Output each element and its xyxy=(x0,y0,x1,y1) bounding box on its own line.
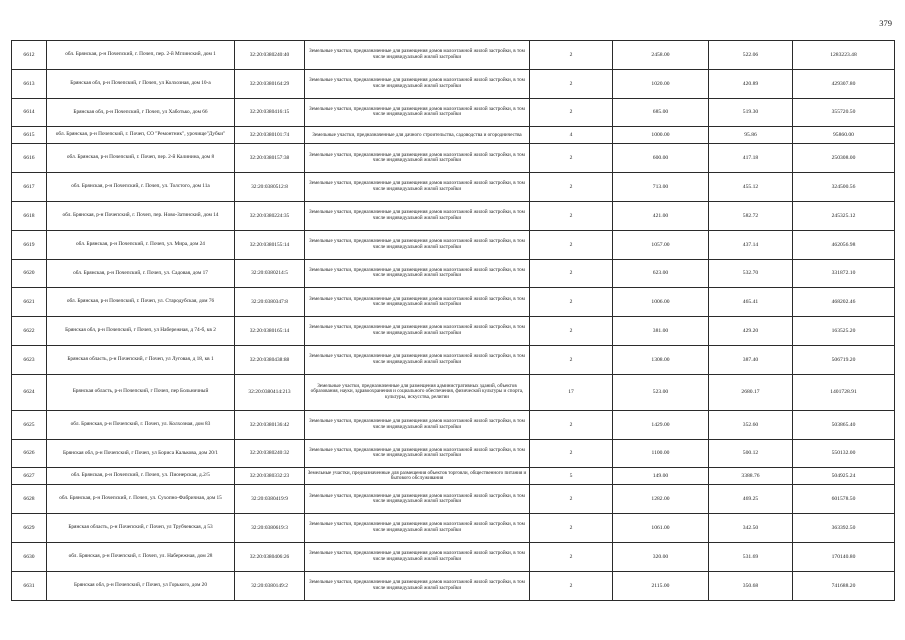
cadastral-value-cell: 462056.98 xyxy=(793,230,895,259)
table-row xyxy=(12,259,895,288)
address-cell: обл. Брянская, р-н Почепский, г. Почеп, ул. Садовая, дом 17 xyxy=(47,259,235,288)
area-cell: 1000.00 xyxy=(613,127,709,144)
table-row xyxy=(12,69,895,98)
area-cell: 600.00 xyxy=(613,144,709,173)
row-number: 6613 xyxy=(12,69,47,98)
cadastral-number-cell: 32:20:0380332:23 xyxy=(235,468,305,485)
specific-value-cell: 95.86 xyxy=(709,127,793,144)
land-use-cell: Земельные участки, предназначенные для размещения домов малоэтажной жилой застройки, в том числе индивидуальной жилой застройки xyxy=(305,288,530,317)
table-row xyxy=(12,514,895,543)
page-number: 379 xyxy=(879,18,892,28)
address-cell: Брянская область, р-н Почепский, г Почеп, пер Больничный xyxy=(47,374,235,410)
use-group-cell: 2 xyxy=(530,485,613,514)
cadastral-value-cell: 429307.80 xyxy=(793,69,895,98)
use-group-cell: 17 xyxy=(530,374,613,410)
specific-value-cell: 352.60 xyxy=(709,410,793,439)
land-use-cell: Земельные участки, предназначенные для размещения административных зданий, объектов образования, науки, здравоохранения и социального обеспечения, физической культуры и спорта, культуры, искусства, религии xyxy=(305,374,530,410)
land-use-cell: Земельные участки, предназначенные для размещения домов малоэтажной жилой застройки, в том числе индивидуальной жилой застройки xyxy=(305,230,530,259)
land-use-cell: Земельные участки, предназначенные для размещения домов малоэтажной жилой застройки, в том числе индивидуальной жилой застройки xyxy=(305,201,530,230)
use-group-cell: 2 xyxy=(530,542,613,571)
table-row xyxy=(12,542,895,571)
cadastral-value-cell: 170140.80 xyxy=(793,542,895,571)
row-number: 6626 xyxy=(12,439,47,468)
cadastral-number-cell: 32:20:0380101:74 xyxy=(235,127,305,144)
area-cell: 1020.00 xyxy=(613,69,709,98)
cadastral-value-cell: 1283223.48 xyxy=(793,41,895,70)
use-group-cell: 2 xyxy=(530,144,613,173)
row-number: 6627 xyxy=(12,468,47,485)
address-cell: обл. Брянская, р-н Почепский, г. Почеп, ул. Набережная, дом 28 xyxy=(47,542,235,571)
use-group-cell: 2 xyxy=(530,98,613,127)
cadastral-value-cell: 1401728.91 xyxy=(793,374,895,410)
use-group-cell: 2 xyxy=(530,345,613,374)
area-cell: 523.00 xyxy=(613,374,709,410)
area-cell: 1006.00 xyxy=(613,288,709,317)
use-group-cell: 2 xyxy=(530,317,613,346)
cadastral-number-cell: 32:20:0380149:2 xyxy=(235,571,305,600)
specific-value-cell: 417.18 xyxy=(709,144,793,173)
specific-value-cell: 387.40 xyxy=(709,345,793,374)
cadastral-number-cell: 32:20:0380414:213 xyxy=(235,374,305,410)
row-number: 6617 xyxy=(12,173,47,202)
address-cell: Брянская обл, р-н Почепский, г Почеп, ул Набережная, д 74-б, кв 2 xyxy=(47,317,235,346)
table-row xyxy=(12,317,895,346)
table-row xyxy=(12,468,895,485)
use-group-cell: 2 xyxy=(530,41,613,70)
address-cell: Брянская обл, р-н Почепский, г Почеп, ул Хаботько, дом 66 xyxy=(47,98,235,127)
use-group-cell: 2 xyxy=(530,259,613,288)
cadastral-value-cell: 503865.40 xyxy=(793,410,895,439)
area-cell: 320.00 xyxy=(613,542,709,571)
cadastral-number-cell: 32:20:0380347:8 xyxy=(235,288,305,317)
specific-value-cell: 582.72 xyxy=(709,201,793,230)
address-cell: обл. Брянская, р-н Почепский, г. Почеп, ул. Сухопно-Фабричная, дом 15 xyxy=(47,485,235,514)
row-number: 6615 xyxy=(12,127,47,144)
row-number: 6616 xyxy=(12,144,47,173)
address-cell: обл. Брянская, р-н Почепский, г. Почеп, пер. Ново-Затинский, дом 14 xyxy=(47,201,235,230)
cadastral-number-cell: 32:20:0380164:29 xyxy=(235,69,305,98)
address-cell: обл. Брянская, р-н Почепский, г. Почеп, ул. Стародубская, дом 76 xyxy=(47,288,235,317)
use-group-cell: 4 xyxy=(530,127,613,144)
land-use-cell: Земельные участки, предназначенные для размещения домов малоэтажной жилой застройки, в том числе индивидуальной жилой застройки xyxy=(305,259,530,288)
land-use-cell: Земельные участки, предназначенные для дачного строительства, садоводства и огородничества xyxy=(305,127,530,144)
row-number: 6621 xyxy=(12,288,47,317)
land-use-cell: Земельные участки, предназначенные для размещения домов малоэтажной жилой застройки, в том числе индивидуальной жилой застройки xyxy=(305,514,530,543)
cadastral-number-cell: 32:20:0380416:15 xyxy=(235,98,305,127)
land-use-cell: Земельные участки, предназначенные для размещения домов малоэтажной жилой застройки, в том числе индивидуальной жилой застройки xyxy=(305,485,530,514)
table-row xyxy=(12,201,895,230)
address-cell: Брянская область, р-н Почепский, г Почеп, ул Луговая, д 18, кв 1 xyxy=(47,345,235,374)
table-row xyxy=(12,410,895,439)
cadastral-number-cell: 32:20:0380240:32 xyxy=(235,439,305,468)
area-cell: 623.00 xyxy=(613,259,709,288)
use-group-cell: 5 xyxy=(530,468,613,485)
row-number: 6612 xyxy=(12,41,47,70)
cadastral-number-cell: 32:20:0380619:3 xyxy=(235,514,305,543)
cadastral-number-cell: 32:20:0380136:42 xyxy=(235,410,305,439)
cadastral-value-cell: 250308.00 xyxy=(793,144,895,173)
cadastral-value-cell: 95860.00 xyxy=(793,127,895,144)
land-use-cell: Земельные участки, предназначенные для размещения домов малоэтажной жилой застройки, в том числе индивидуальной жилой застройки xyxy=(305,69,530,98)
use-group-cell: 2 xyxy=(530,288,613,317)
area-cell: 1429.00 xyxy=(613,410,709,439)
land-use-cell: Земельные участки, предназначенные для размещения домов малоэтажной жилой застройки, в том числе индивидуальной жилой застройки xyxy=(305,542,530,571)
land-use-cell: Земельные участки, предназначенные для размещения домов малоэтажной жилой застройки, в том числе индивидуальной жилой застройки xyxy=(305,345,530,374)
cadastral-value-cell: 331872.10 xyxy=(793,259,895,288)
address-cell: Брянская обл, р-н Почепский, г Почеп, ул Бориса Калькова, дом 20/1 xyxy=(47,439,235,468)
address-cell: обл. Брянская, р-н Почепский, г. Почеп, ул. Колхозная, дом 83 xyxy=(47,410,235,439)
cadastral-value-cell: 506719.20 xyxy=(793,345,895,374)
cadastral-value-cell: 363392.50 xyxy=(793,514,895,543)
use-group-cell: 2 xyxy=(530,173,613,202)
table-row xyxy=(12,98,895,127)
address-cell: Брянская обл, р-н Почепский, г Почеп, ул Горького, дом 20 xyxy=(47,571,235,600)
cadastral-value-cell: 324500.56 xyxy=(793,173,895,202)
cadastral-value-cell: 163525.20 xyxy=(793,317,895,346)
land-use-cell: Земельные участки, предназначенные для размещения домов малоэтажной жилой застройки, в том числе индивидуальной жилой застройки xyxy=(305,410,530,439)
specific-value-cell: 429.20 xyxy=(709,317,793,346)
row-number: 6618 xyxy=(12,201,47,230)
area-cell: 685.00 xyxy=(613,98,709,127)
specific-value-cell: 500.12 xyxy=(709,439,793,468)
specific-value-cell: 522.06 xyxy=(709,41,793,70)
address-cell: обл. Брянская, р-н Почепский, г. Почеп, ул. Пионерская, д.2/5 xyxy=(47,468,235,485)
use-group-cell: 2 xyxy=(530,571,613,600)
table-row xyxy=(12,485,895,514)
row-number: 6625 xyxy=(12,410,47,439)
cadastral-number-cell: 32:20:0380165:14 xyxy=(235,317,305,346)
specific-value-cell: 469.25 xyxy=(709,485,793,514)
row-number: 6629 xyxy=(12,514,47,543)
row-number: 6623 xyxy=(12,345,47,374)
table-row xyxy=(12,230,895,259)
cadastral-value-cell: 504925.24 xyxy=(793,468,895,485)
cadastral-number-cell: 32:20:0380406:26 xyxy=(235,542,305,571)
address-cell: обл. Брянская, р-н Почепский, г. Почеп, ул. Толстого, дом 11а xyxy=(47,173,235,202)
area-cell: 1061.00 xyxy=(613,514,709,543)
table-row xyxy=(12,41,895,70)
row-number: 6620 xyxy=(12,259,47,288)
cadastral-value-cell: 468202.46 xyxy=(793,288,895,317)
use-group-cell: 2 xyxy=(530,410,613,439)
address-cell: обл. Брянская, р-н Почепский, г. Почеп, СО "Ремонтник", урочище"Дубки" xyxy=(47,127,235,144)
specific-value-cell: 3388.76 xyxy=(709,468,793,485)
land-use-cell: Земельные участки, предназначенные для размещения домов малоэтажной жилой застройки, в том числе индивидуальной жилой застройки xyxy=(305,98,530,127)
land-use-cell: Земельные участки, предназначенные для размещения домов малоэтажной жилой застройки, в том числе индивидуальной жилой застройки xyxy=(305,144,530,173)
cadastral-number-cell: 32:20:0380419:9 xyxy=(235,485,305,514)
cadastral-value-cell: 245325.12 xyxy=(793,201,895,230)
cadastral-value-cell: 355720.50 xyxy=(793,98,895,127)
table-row xyxy=(12,127,895,144)
address-cell: Брянская область, р-н Почепский, г Почеп, ул Трубчевская, д 53 xyxy=(47,514,235,543)
address-cell: обл. Брянская, р-н Почепский, г. Почеп, ул. Мира, дом 24 xyxy=(47,230,235,259)
table-row xyxy=(12,439,895,468)
area-cell: 421.00 xyxy=(613,201,709,230)
table-row xyxy=(12,144,895,173)
land-use-cell: Земельные участки, предназначенные для размещения объектов торговли, общественного питания и бытового обслуживания xyxy=(305,468,530,485)
row-number: 6631 xyxy=(12,571,47,600)
table-row xyxy=(12,571,895,600)
cadastral-number-cell: 32:20:0380157:38 xyxy=(235,144,305,173)
specific-value-cell: 519.30 xyxy=(709,98,793,127)
specific-value-cell: 465.41 xyxy=(709,288,793,317)
specific-value-cell: 437.14 xyxy=(709,230,793,259)
table-row xyxy=(12,288,895,317)
table-body xyxy=(12,41,895,601)
land-use-cell: Земельные участки, предназначенные для размещения домов малоэтажной жилой застройки, в том числе индивидуальной жилой застройки xyxy=(305,317,530,346)
cadastral-number-cell: 32:20:0380155:14 xyxy=(235,230,305,259)
area-cell: 149.00 xyxy=(613,468,709,485)
area-cell: 2115.00 xyxy=(613,571,709,600)
cadastral-number-cell: 32:20:0380240:40 xyxy=(235,41,305,70)
cadastral-value-cell: 741688.20 xyxy=(793,571,895,600)
cadastral-number-cell: 32:20:0380214:5 xyxy=(235,259,305,288)
cadastral-number-cell: 32:20:0380224:35 xyxy=(235,201,305,230)
use-group-cell: 2 xyxy=(530,439,613,468)
row-number: 6614 xyxy=(12,98,47,127)
use-group-cell: 2 xyxy=(530,69,613,98)
cadastral-value-cell: 601578.50 xyxy=(793,485,895,514)
specific-value-cell: 342.50 xyxy=(709,514,793,543)
land-use-cell: Земельные участки, предназначенные для размещения домов малоэтажной жилой застройки, в том числе индивидуальной жилой застройки xyxy=(305,41,530,70)
specific-value-cell: 532.70 xyxy=(709,259,793,288)
row-number: 6628 xyxy=(12,485,47,514)
land-use-cell: Земельные участки, предназначенные для размещения домов малоэтажной жилой застройки, в том числе индивидуальной жилой застройки xyxy=(305,173,530,202)
area-cell: 1282.00 xyxy=(613,485,709,514)
address-cell: обл. Брянская, р-н Почепский, г. Почеп, пер. 2-й Мглинский, дом 1 xyxy=(47,41,235,70)
use-group-cell: 2 xyxy=(530,230,613,259)
area-cell: 1308.00 xyxy=(613,345,709,374)
table-row xyxy=(12,173,895,202)
area-cell: 713.00 xyxy=(613,173,709,202)
cadastral-value-table xyxy=(11,40,895,601)
land-use-cell: Земельные участки, предназначенные для размещения домов малоэтажной жилой застройки, в том числе индивидуальной жилой застройки xyxy=(305,571,530,600)
area-cell: 1057.00 xyxy=(613,230,709,259)
row-number: 6622 xyxy=(12,317,47,346)
area-cell: 2458.00 xyxy=(613,41,709,70)
address-cell: обл. Брянская, р-н Почепский, г. Почеп, пер. 2-й Калинина, дом 8 xyxy=(47,144,235,173)
use-group-cell: 2 xyxy=(530,201,613,230)
area-cell: 381.00 xyxy=(613,317,709,346)
cadastral-number-cell: 32:20:0380512:8 xyxy=(235,173,305,202)
row-number: 6619 xyxy=(12,230,47,259)
table-row xyxy=(12,374,895,410)
table-row xyxy=(12,345,895,374)
use-group-cell: 2 xyxy=(530,514,613,543)
row-number: 6624 xyxy=(12,374,47,410)
specific-value-cell: 420.89 xyxy=(709,69,793,98)
row-number: 6630 xyxy=(12,542,47,571)
specific-value-cell: 2680.17 xyxy=(709,374,793,410)
specific-value-cell: 531.69 xyxy=(709,542,793,571)
cadastral-number-cell: 32:20:0380438:88 xyxy=(235,345,305,374)
specific-value-cell: 350.68 xyxy=(709,571,793,600)
land-use-cell: Земельные участки, предназначенные для размещения домов малоэтажной жилой застройки, в том числе индивидуальной жилой застройки xyxy=(305,439,530,468)
specific-value-cell: 455.12 xyxy=(709,173,793,202)
area-cell: 1100.00 xyxy=(613,439,709,468)
address-cell: Брянская обл, р-н Почепский, г Почеп, ул Колхозная, дом 10-а xyxy=(47,69,235,98)
cadastral-value-cell: 550132.00 xyxy=(793,439,895,468)
